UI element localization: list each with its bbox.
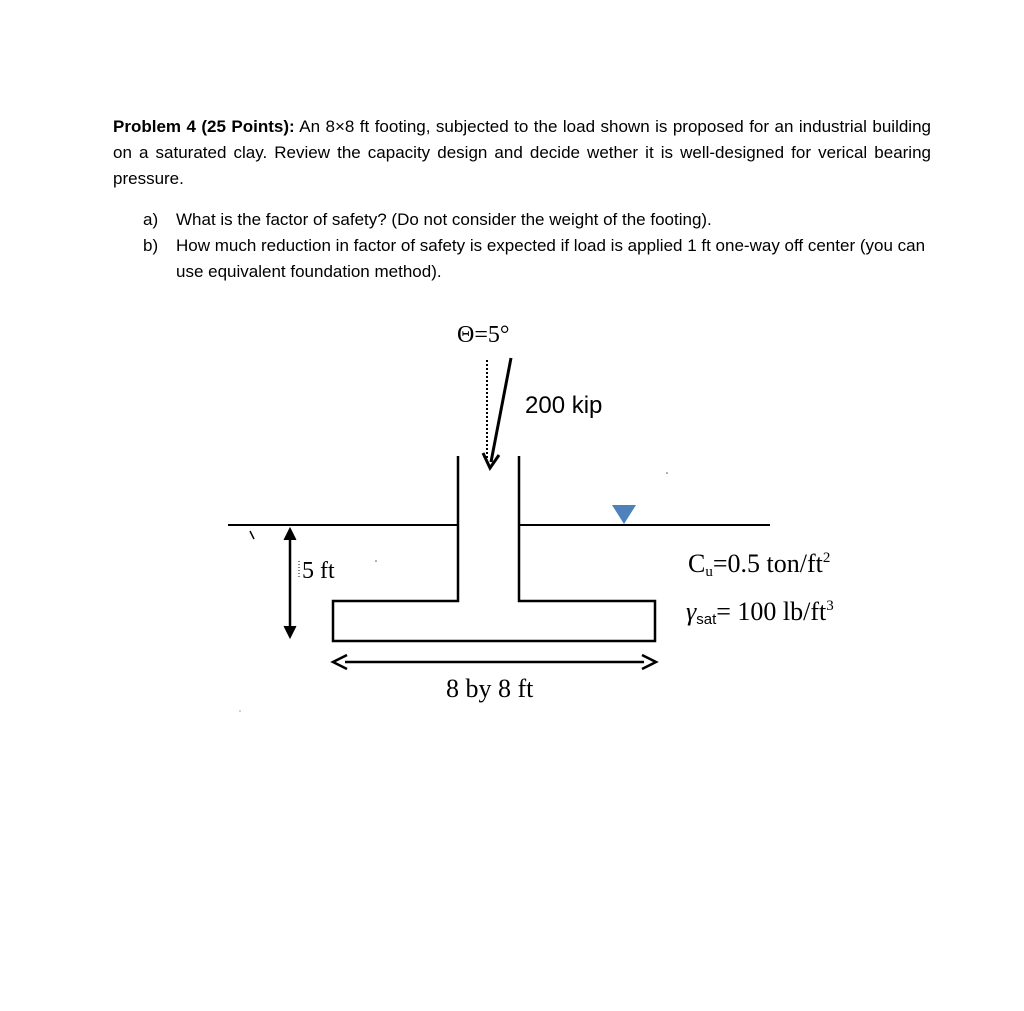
load-arrow [491,358,511,462]
speck [666,472,668,474]
depth-arrowhead-top [284,528,296,540]
problem-heading: Problem 4 (25 Points): [113,117,295,136]
unit-weight-label: γsat= 100 $lb/ft^3$ [686,597,834,628]
water-table-marker [612,505,636,524]
footing-outline [333,456,655,641]
ground-tick-mark [250,531,254,539]
speck [375,560,377,562]
depth-label: 5 ft [302,558,335,584]
cohesion-label: Cu=0.5 ton/$ft^2$ [688,549,831,580]
problem-body: An 8×8 ft footing, subjected to the load shown is proposed for an industrial building on a saturated clay. Review the capacity design and decide wether it is well-designed for verical bearing pressure. [113,117,931,188]
question-letter: b) [143,236,159,255]
question-letter: a) [143,210,159,229]
speck [239,710,241,712]
width-arrowhead-right [642,655,656,669]
question-text: How much reduction in factor of safety is expected if load is applied 1 ft one-way off center (you can use equivalent foundation method). [176,236,926,281]
question-text: What is the factor of safety? (Do not consider the weight of the footing). [176,210,712,229]
width-arrowhead-left [333,655,347,669]
angle-label: Θ=5° [457,322,510,348]
depth-arrowhead-bottom [284,626,296,638]
width-label: 8 by 8 ft [446,674,534,703]
load-label: 200 kip [525,392,603,419]
cohesion-full-label [0,0,1,1]
